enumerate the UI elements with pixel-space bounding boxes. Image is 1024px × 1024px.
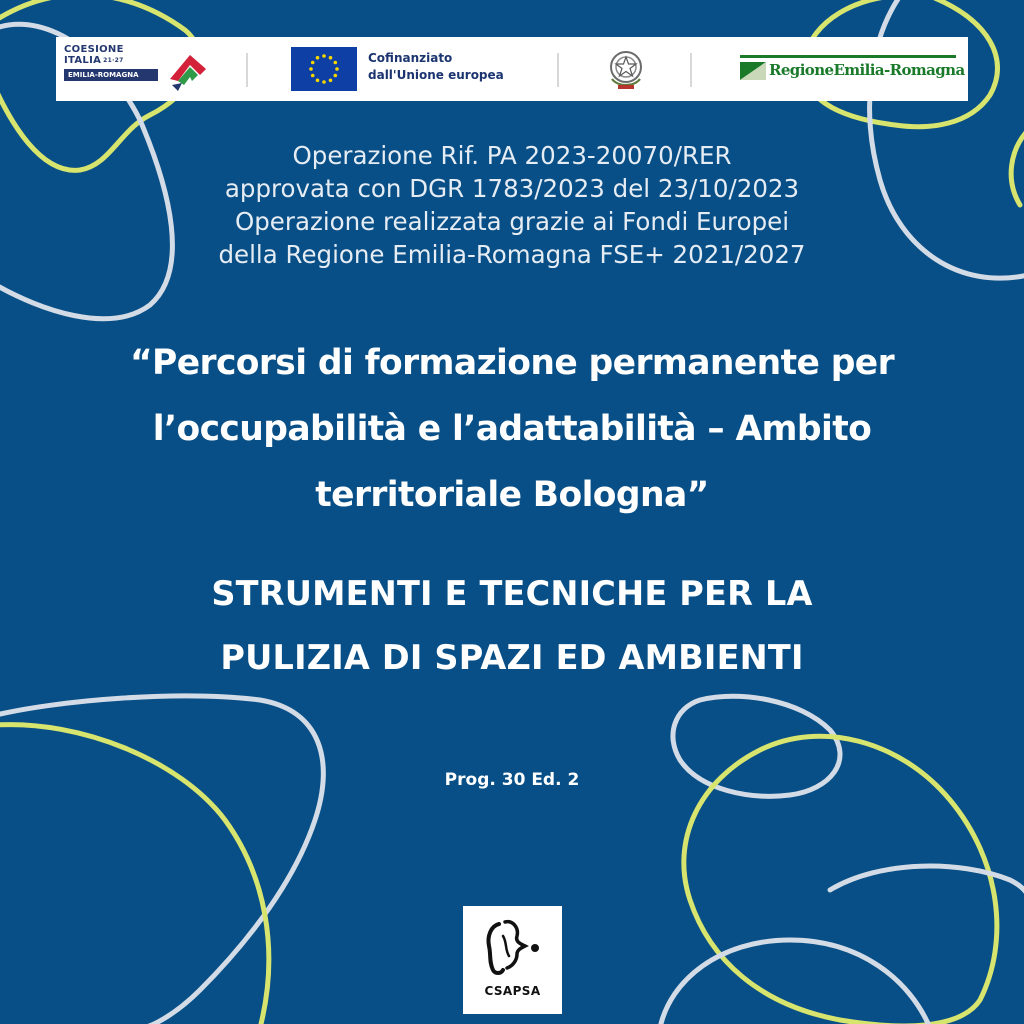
coesione-region-band: EMILIA-ROMAGNA bbox=[64, 69, 158, 81]
operation-line: approvata con DGR 1783/2023 del 23/10/2023 bbox=[224, 174, 800, 203]
coesione-arrow-icon bbox=[166, 49, 210, 93]
module-title bbox=[40, 562, 984, 690]
blob-outline-bottom-right-light-lower bbox=[660, 940, 930, 1024]
course-title-line: l’occupabilità e l’adattabilità – Ambito bbox=[152, 409, 872, 449]
course-title bbox=[10, 330, 1014, 528]
course-title-line: “Percorsi di formazione permanente per bbox=[129, 343, 895, 383]
region-logo-rule bbox=[740, 55, 956, 58]
regione-emilia-romagna-logo bbox=[740, 55, 965, 85]
course-title-line: territoriale Bologna” bbox=[315, 475, 709, 515]
csapsa-logo bbox=[463, 906, 562, 1014]
coesione-italia-logo bbox=[64, 44, 214, 96]
logo-divider bbox=[557, 53, 559, 87]
eu-label-line1: Cofinanziato bbox=[368, 51, 453, 65]
coesione-line2: ITALIA bbox=[64, 55, 102, 66]
operation-reference-block bbox=[100, 139, 924, 271]
coesione-years: 21·27 bbox=[103, 57, 124, 64]
partner-logo-bar bbox=[56, 37, 968, 101]
program-edition-label: Prog. 30 Ed. 2 bbox=[444, 770, 580, 790]
operation-line: Operazione Rif. PA 2023-20070/RER bbox=[292, 141, 732, 170]
organizer-name: CSAPSA bbox=[484, 984, 541, 998]
region-name: RegioneEmilia-Romagna bbox=[769, 61, 965, 79]
italian-republic-emblem-icon bbox=[602, 45, 650, 93]
logo-divider bbox=[690, 53, 692, 87]
module-title-line: PULIZIA DI SPAZI ED AMBIENTI bbox=[220, 638, 804, 677]
csapsa-logo-icon bbox=[477, 916, 549, 980]
eu-flag-icon bbox=[291, 47, 357, 91]
eu-label-line2: dall'Unione europea bbox=[368, 68, 504, 82]
coesione-line1: COESIONE bbox=[64, 44, 124, 55]
operation-line: Operazione realizzata grazie ai Fondi Europei bbox=[234, 207, 790, 236]
blob-outline-right-edge-yellow bbox=[1011, 130, 1024, 205]
module-title-line: STRUMENTI E TECNICHE PER LA bbox=[211, 574, 813, 613]
logo-divider bbox=[246, 53, 248, 87]
blob-outline-bottom-right-yellow bbox=[684, 736, 997, 1024]
operation-line: della Regione Emilia-Romagna FSE+ 2021/2027 bbox=[218, 240, 806, 269]
region-flag-icon bbox=[740, 62, 766, 80]
eu-cofinancing-label bbox=[368, 50, 504, 84]
blob-outline-bottom-left-light bbox=[0, 696, 323, 1024]
blob-outline-bottom-left-yellow bbox=[0, 725, 269, 1024]
